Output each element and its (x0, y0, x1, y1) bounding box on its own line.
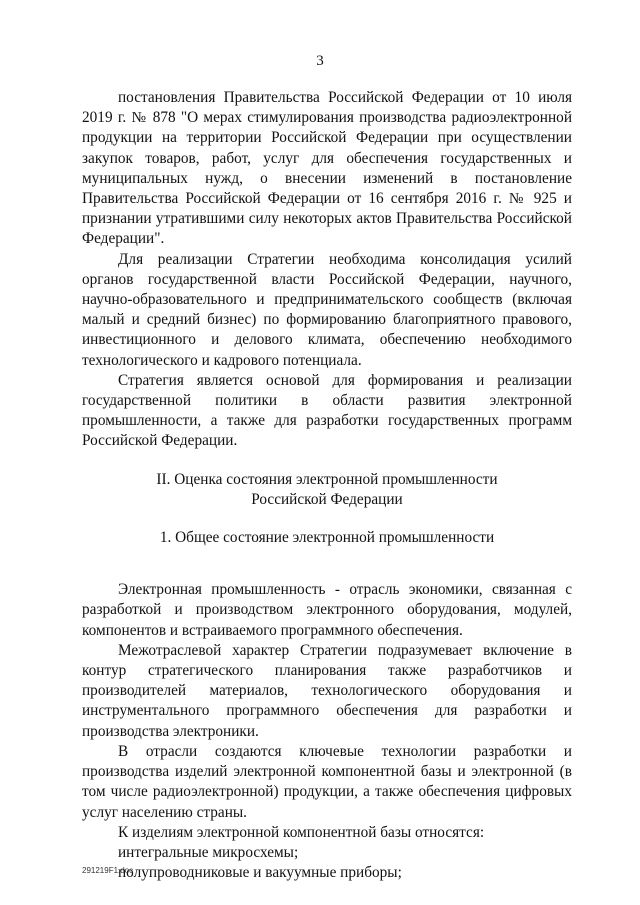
section-heading-line-2: Российской Федерации (251, 490, 403, 508)
section-heading-line-1: II. Оценка состояния электронной промышленности (156, 470, 498, 488)
paragraph-consolidation: Для реализации Стратегии необходима консолидация усилий органов государственной власти Российской Федерации, научного, научно-образовательного и предпринимательского сообществ (включая малый и средний бизнес) по формированию благоприятного правового, инвестиционного и делового климата, обеспечению необходимого технологического и кадрового потенциала. (82, 250, 572, 369)
list-item: интегральные микросхемы; (118, 843, 299, 861)
paragraph-decree-reference: постановления Правительства Российской Федерации от 10 июля 2019 г. № 878 "О мерах стимулирования производства радиоэлектронной продукции на территории Российской Федерации при осуществлении закупок товаров, работ, услуг для обеспечения государственных и муниципальных нужд, о внесении изменений в постановление Правительства Российской Федерации от 16 сентября 2016 г. № 925 и признании утратившими силу некоторых актов Правительства Российской Федерации". (82, 89, 572, 248)
paragraph-intersectoral: Межотраслевой характер Стратегии подразумевает включение в контур стратегического планирования также разработчиков и производителей материалов, технологического оборудования и инструментального программного обеспечения для разработки и производства электроники. (82, 641, 572, 740)
subsection-heading: 1. Общее состояние электронной промышленности (159, 529, 495, 547)
document-body (82, 88, 572, 883)
section-heading (82, 470, 572, 510)
paragraph-strategy-basis: Стратегия является основой для формирования и реализации государственной политики в области развития электронной промышленности, а также для разработки государственных программ Российской Федерации. (82, 371, 572, 450)
paragraph-key-technologies: В отрасли создаются ключевые технологии разработки и производства изделий электронной компонентной базы и электронной (в том числе радиоэлектронной) продукции, а также обеспечения цифровых услуг населению страны. (82, 742, 572, 821)
list-item: полупроводниковые и вакуумные приборы; (118, 864, 402, 882)
paragraph-component-base-intro: К изделиям электронной компонентной базы относятся: (118, 823, 485, 841)
paragraph-industry-definition: Электронная промышленность - отрасль экономики, связанная с разработкой и производством электронного оборудования, модулей, компонентов и встраиваемого программного обеспечения. (82, 581, 572, 639)
footer-file-code: 291219F1.doc (82, 866, 134, 875)
page-number: 3 (316, 53, 324, 69)
